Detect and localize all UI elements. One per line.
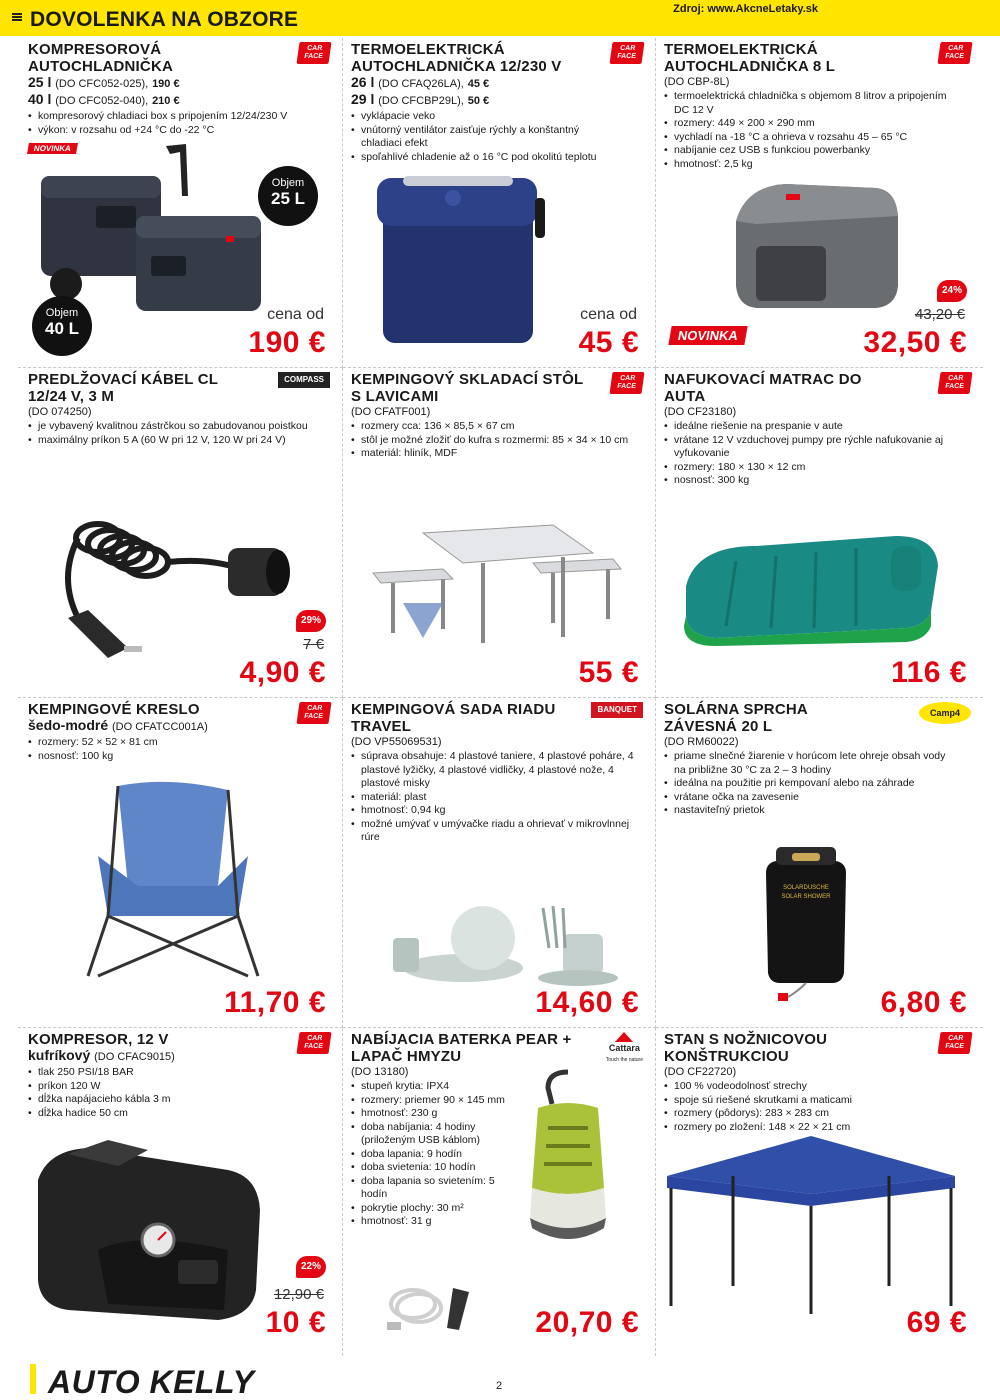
page-footer	[0, 1356, 1000, 1400]
price: 69 €	[906, 1306, 967, 1339]
product-title: STAN S NOŽNICOVOU KONŠTRUKCIOU	[664, 1031, 828, 1065]
price-from-label: cena od	[580, 306, 637, 323]
price: 20,70 €	[535, 1306, 639, 1339]
product-card-extension-cable[interactable]	[18, 368, 343, 698]
volume-badge-40: Objem 40 L	[32, 296, 92, 356]
product-code: (DO 13180)	[351, 1066, 409, 1078]
product-title: NAFUKOVACÍ MATRAC DO AUTA	[664, 371, 862, 405]
camping-table-image	[363, 513, 633, 663]
auto-kelly-logo[interactable]: AUTO KELLY	[48, 1364, 255, 1400]
page-header	[0, 0, 1000, 36]
product-code: (DO CBP-8L)	[664, 76, 730, 88]
solar-shower-image	[756, 843, 856, 1003]
page-number: 2	[496, 1380, 503, 1392]
product-card-compressor-fridge[interactable]	[18, 38, 343, 368]
usb-cable-image	[373, 1278, 483, 1338]
old-price: 12,90 €	[273, 1286, 324, 1303]
product-title: TERMOELEKTRICKÁ AUTOCHLADNIČKA 12/230 V	[351, 41, 562, 75]
feature-list: • je vybavený kvalitnou zástrčkou so zabudovanou poistkou • maximálny príkon 5 A (60 W pri 12 V, 120 W pri 24 V)	[28, 420, 318, 447]
variant-line: 25 l (DO CFC052-025), 190 €	[28, 74, 180, 90]
feature-list: • súprava obsahuje: 4 plastové taniere, 4 plastové poháre, 4 plastové lyžičky, 4 plastové vidličky, 4 plastové nože, 4 plastové misky • materiál: plast • hmotnosť: 0,94 kg • možné umývať v umývačke riadu a ohrievať v mikrovlnnej rúre	[351, 750, 641, 845]
product-title: TERMOELEKTRICKÁ AUTOCHLADNIČKA 8 L	[664, 41, 836, 75]
feature-list: • ideálne riešenie na prespanie v aute • vrátane 12 V vzduchovej pumpy pre rýchle nafukovanie aj vyfukovanie • rozmery: 180 × 130 × 12 cm • nosnosť: 300 kg	[664, 420, 959, 488]
price-from-label: cena od	[267, 306, 324, 323]
brand-logo: CAR FACE	[611, 42, 643, 64]
feature-list: • priame slnečné žiarenie v horúcom lete ohreje obsah vody na približne 30 °C za 2 – 3 hodiny • ideálna na použitie pri kempovaní alebo na záhrade • vrátane očka na zavesenie • nastaviteľný prietok	[664, 750, 959, 818]
source-link[interactable]: Zdroj: www.AkcneLetaky.sk	[673, 3, 818, 15]
menu-icon[interactable]	[12, 13, 22, 21]
brand-logo: COMPASS	[278, 372, 330, 388]
product-card-solar-shower[interactable]	[656, 698, 983, 1028]
compressor-fridge-image	[36, 136, 306, 321]
product-title: KOMPRESOR, 12 V	[28, 1031, 169, 1048]
brand-logo: BANQUET	[591, 702, 643, 718]
brand-logo: Camp4	[919, 702, 971, 724]
brand-logo: Cattara Touch the nature	[606, 1032, 643, 1063]
novinka-badge: NOVINKA	[668, 326, 747, 345]
product-title: KEMPINGOVÁ SADA RIADU TRAVEL	[351, 701, 556, 735]
logo-bar	[30, 1364, 36, 1394]
price: 45 €	[578, 326, 639, 359]
mini-fridge-image	[726, 176, 906, 316]
product-card-insect-lamp[interactable]	[343, 1028, 656, 1356]
product-title: KEMPINGOVÝ SKLADACÍ STÔL S LAVICAMI	[351, 371, 584, 405]
old-price: 7 €	[303, 636, 324, 653]
brand-logo: CAR FACE	[939, 42, 971, 64]
variant-line: šedo-modré (DO CFATCC001A)	[28, 717, 208, 733]
product-card-air-compressor[interactable]	[18, 1028, 343, 1356]
price: 116 €	[891, 656, 967, 689]
cool-box-image	[373, 168, 553, 348]
feature-list: • rozmery cca: 136 × 85,5 × 67 cm • stôl je možné zložiť do kufra s rozmermi: 85 × 34 × 10 cm • materiál: hliník, MDF	[351, 420, 641, 461]
product-card-thermoelectric-fridge[interactable]	[343, 38, 656, 368]
air-compressor-image	[28, 1140, 268, 1335]
svg-text:SOLARDUSCHE: SOLARDUSCHE	[783, 885, 829, 891]
product-grid	[18, 38, 983, 1356]
product-title: KEMPINGOVÉ KRESLO	[28, 701, 200, 718]
air-mattress-image	[676, 516, 956, 646]
feature-list: • tlak 250 PSI/18 BAR • príkon 120 W • dĺžka napájacieho kábla 3 m • dĺžka hadice 50 cm	[28, 1066, 332, 1120]
dish-set-image	[363, 898, 633, 993]
product-card-mini-fridge[interactable]	[656, 38, 983, 368]
product-title: KOMPRESOROVÁ AUTOCHLADNIČKA	[28, 41, 174, 75]
discount-badge: 22%	[296, 1256, 326, 1278]
price: 55 €	[578, 656, 639, 689]
variant-line: 40 l (DO CFC052-040), 210 €	[28, 91, 180, 107]
brand-logo: CAR FACE	[298, 42, 330, 64]
price: 190 €	[248, 326, 326, 359]
price: 14,60 €	[535, 986, 639, 1019]
feature-list: • kompresorový chladiaci box s pripojením 12/24/230 V • výkon: v rozsahu od +24 °C do -22 °C	[28, 110, 332, 137]
cable-image	[38, 478, 308, 678]
feature-list: • 100 % vodeodolnosť strechy • spoje sú riešené skrutkami a maticami • rozmery (pôdorys): 283 × 283 cm • rozmery po zložení: 148 × 22 × 21 cm	[664, 1080, 954, 1134]
product-title: SOLÁRNA SPRCHA ZÁVESNÁ 20 L	[664, 701, 808, 735]
product-title: PREDLŽOVACÍ KÁBEL CL 12/24 V, 3 M	[28, 371, 218, 405]
brand-logo: CAR FACE	[298, 1032, 330, 1054]
product-card-dish-set[interactable]	[343, 698, 656, 1028]
product-code: (DO CF22720)	[664, 1066, 737, 1078]
product-card-canopy-tent[interactable]	[656, 1028, 983, 1356]
variant-line: 26 l (DO CFAQ26LA), 45 €	[351, 74, 490, 90]
variant-line: kufríkový (DO CFAC9015)	[28, 1047, 175, 1063]
feature-list: • rozmery: 52 × 52 × 81 cm • nosnosť: 100 kg	[28, 736, 332, 763]
canopy-tent-image	[661, 1136, 961, 1316]
feature-list: • vyklápacie veko • vnútorný ventilátor zaisťuje rýchly a konštantný chladiaci efekt • spoľahlivé chladenie až o 16 °C pod okolitú teplotu	[351, 110, 621, 164]
product-code: (DO VP55069531)	[351, 736, 442, 748]
product-card-camping-chair[interactable]	[18, 698, 343, 1028]
product-card-air-mattress[interactable]	[656, 368, 983, 698]
brand-logo: CAR FACE	[939, 1032, 971, 1054]
old-price: 43,20 €	[914, 306, 965, 323]
volume-badge-25: Objem 25 L	[258, 166, 318, 226]
svg-text:SOLAR SHOWER: SOLAR SHOWER	[781, 894, 831, 900]
product-card-camping-table[interactable]	[343, 368, 656, 698]
product-code: (DO RM60022)	[664, 736, 739, 748]
variant-line: 29 l (DO CFCBP29L), 50 €	[351, 91, 490, 107]
discount-badge: 29%	[296, 610, 326, 632]
brand-logo: CAR FACE	[611, 372, 643, 394]
feature-list: • termoelektrická chladnička s objemom 8 litrov a pripojením DC 12 V • rozmery: 449 × 200 × 290 mm • vychladí na -18 °C a ohrieva v rozsahu 45 – 65 °C • nabíjanie cez USB s funkciou powerbanky • hmotnosť: 2,5 kg	[664, 90, 956, 171]
price: 4,90 €	[239, 656, 326, 689]
page-title: DOVOLENKA NA OBZORE	[30, 8, 299, 31]
price: 11,70 €	[224, 986, 326, 1019]
product-title: NABÍJACIA BATERKA PEAR + LAPAČ HMYZU	[351, 1031, 572, 1065]
insect-lamp-image	[508, 1068, 628, 1268]
price: 32,50 €	[863, 326, 967, 359]
brand-logo: CAR FACE	[298, 702, 330, 724]
product-code: (DO CFATF001)	[351, 406, 431, 418]
feature-list: • stupeň krytia: IPX4 • rozmery: priemer 90 × 145 mm • hmotnosť: 230 g • doba nabíjania: 4 hodiny (priloženým USB káblom) • doba lapania: 9 hodín • doba svietenia: 10 hodín • doba lapania so svietením: 5 hodín • pokrytie plochy: 30 m² • hmotnosť: 31 g	[351, 1080, 511, 1229]
camping-chair-image	[78, 776, 268, 986]
price: 6,80 €	[880, 986, 967, 1019]
product-code: (DO 074250)	[28, 406, 92, 418]
novinka-tag: NOVINKA	[27, 143, 78, 154]
discount-badge: 24%	[937, 280, 967, 302]
product-code: (DO CF23180)	[664, 406, 737, 418]
brand-logo: CAR FACE	[939, 372, 971, 394]
price: 10 €	[265, 1306, 326, 1339]
